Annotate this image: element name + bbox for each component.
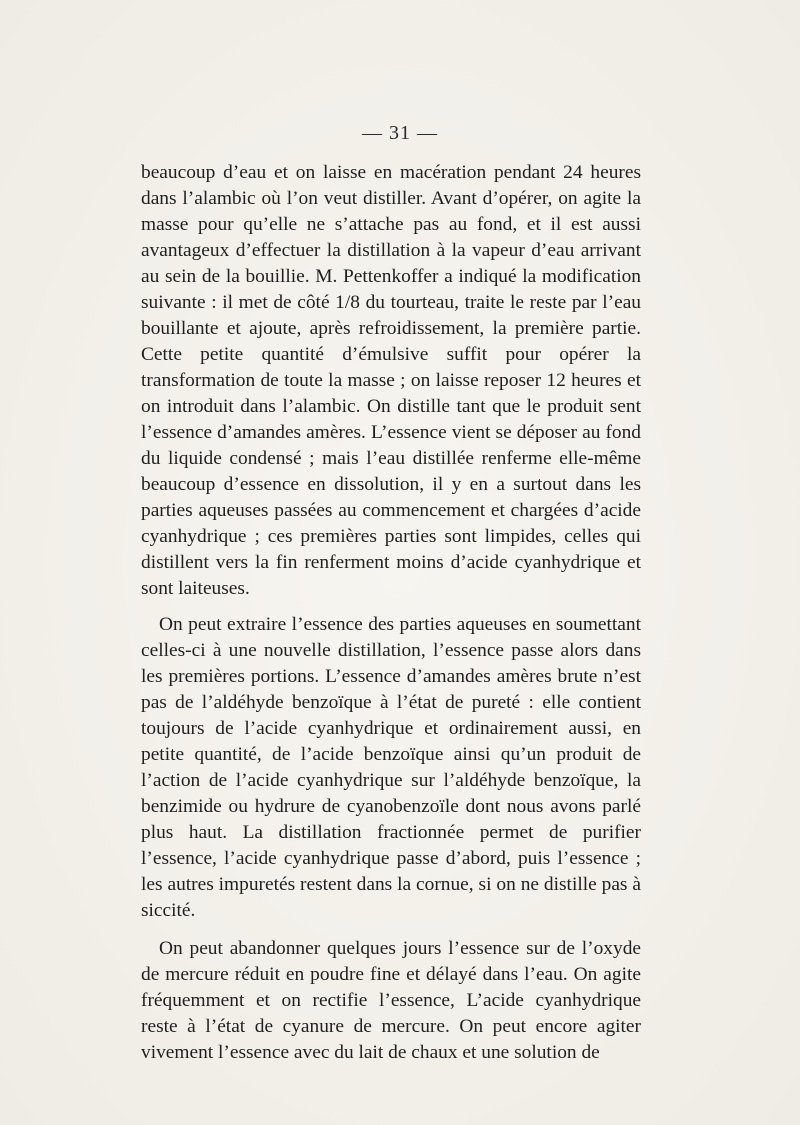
paragraph-3: On peut abandonner quelques jours l’essence sur de l’oxyde de mercure réduit en poudre fine et délayé dans l’eau. On agite fréquemment et on rectifie l’essence, L’acide cyanhydrique reste à l’état de cyanure de mercure. On peut encore agiter vivement l’essence avec du lait de chaux et une solution de — [141, 938, 641, 1063]
page-number: — 31 — — [362, 122, 438, 144]
body-text — [141, 160, 641, 1066]
paragraph-1: beaucoup d’eau et on laisse en macération pendant 24 heures dans l’alambic où l’on veut distiller. Avant d’opérer, on agite la masse pour qu’elle ne s’attache pas au fond, et il est aussi avantageux d’effectuer la distillation à la vapeur d’eau arrivant au sein de la bouillie. M. Pettenkoffer a indiqué la modification suivante : il met de côté 1/8 du tourteau, traite le reste par l’eau bouillante et ajoute, après refroidissement, la première partie. Cette petite quantité d’émulsive suffit pour opérer la transformation de toute la masse ; on laisse reposer 12 heures et on introduit dans l’alambic. On distille tant que le produit sent l’essence d’amandes amères. L’essence vient se déposer au fond du liquide condensé ; mais l’eau distillée renferme elle-même beaucoup d’essence en dissolution, il y en a surtout dans les parties aqueuses passées au commencement et chargées d’acide cyanhydrique ; ces premières parties sont limpides, celles qui distillent vers la fin renferment moins d’acide cyanhydrique et sont laiteuses. — [141, 162, 641, 599]
paragraph-2: On peut extraire l’essence des parties aqueuses en soumettant celles-ci à une nouvelle distillation, l’essence passe alors dans les premières portions. L’essence d’amandes amères brute n’est pas de l’aldéhyde benzoïque à l’état de pureté : elle contient toujours de l’acide cyanhydrique et ordinairement aussi, en petite quantité, de l’acide benzoïque ainsi qu’un produit de l’action de l’acide cyanhydrique sur l’aldéhyde benzoïque, la benzimide ou hydrure de cyanobenzoïle dont nous avons parlé plus haut. La distillation fractionnée permet de purifier l’essence, l’acide cyanhydrique passe d’abord, puis l’essence ; les autres impuretés restent dans la cornue, si on ne distille pas à siccité. — [141, 614, 641, 921]
